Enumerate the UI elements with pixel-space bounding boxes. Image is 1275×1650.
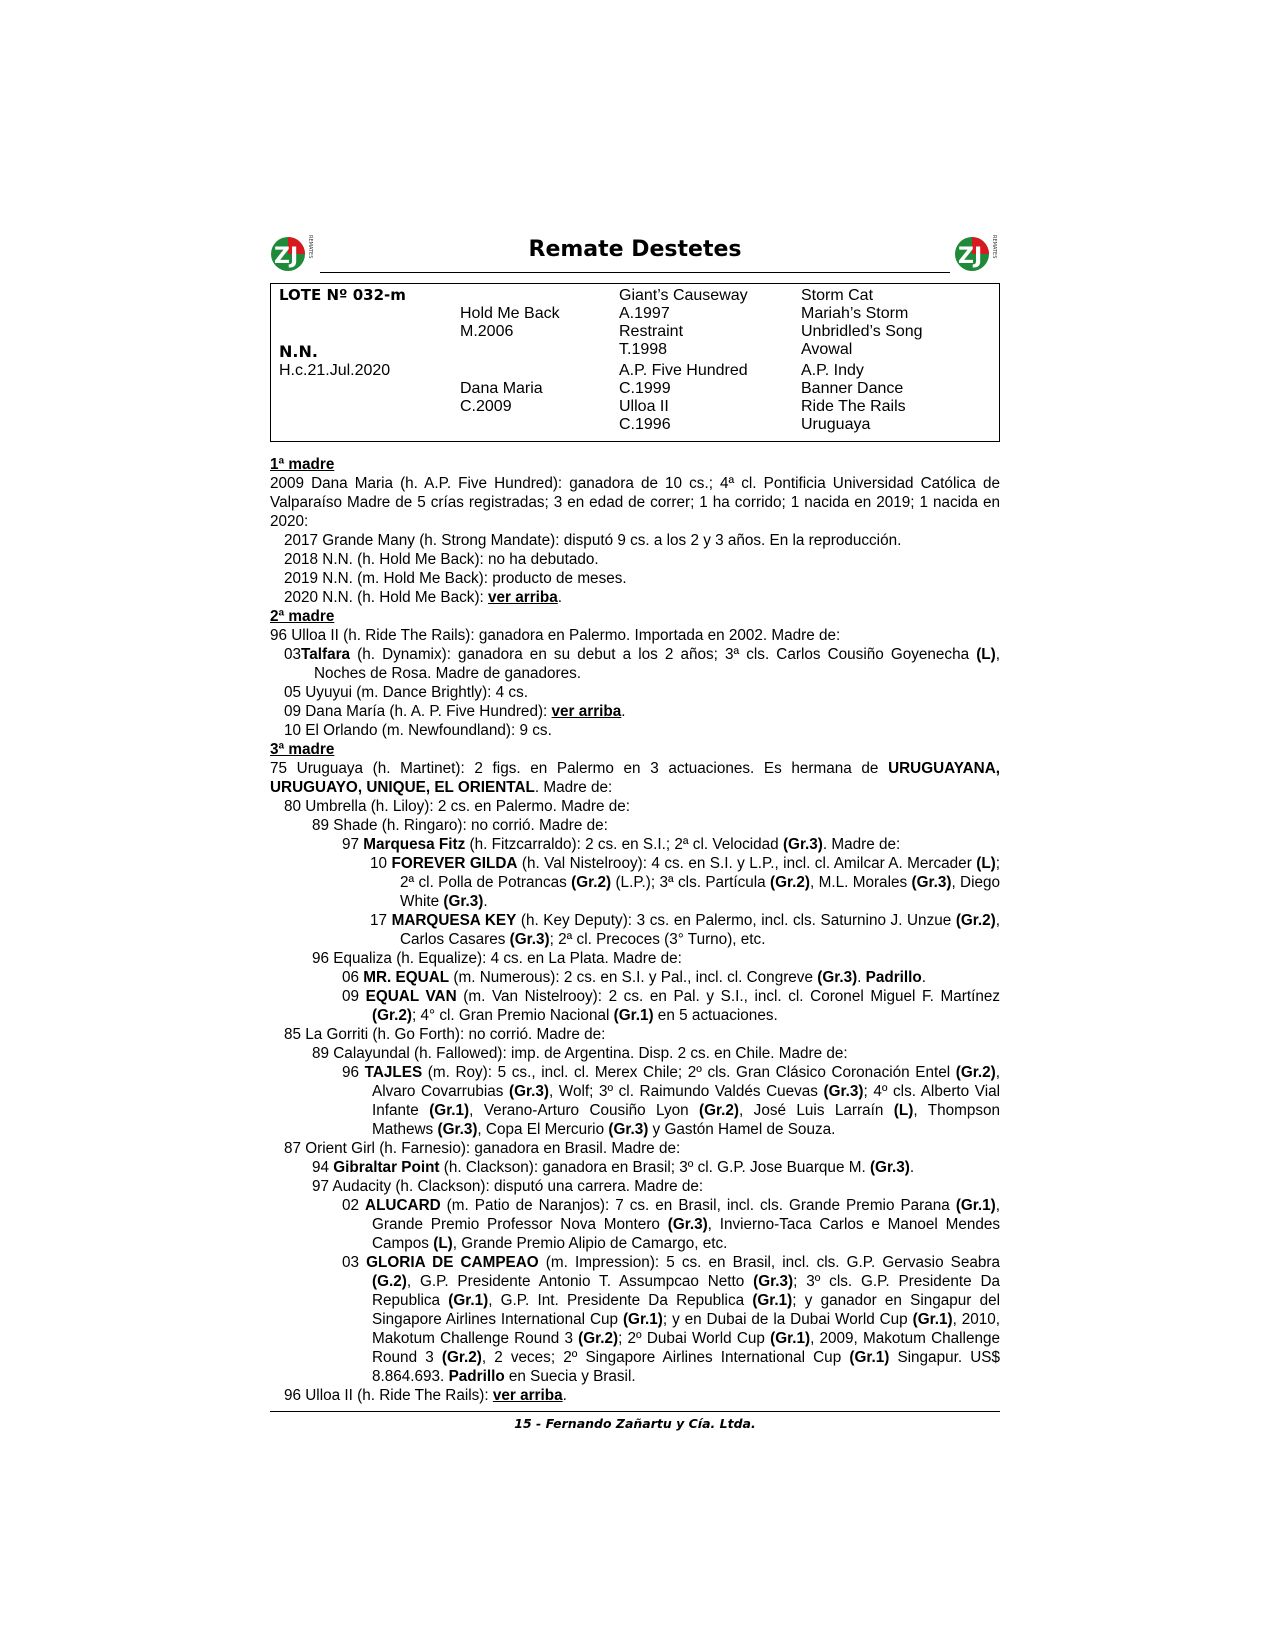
ancestor: A.P. Indy — [801, 362, 864, 379]
produce-line: 10 FOREVER GILDA (h. Val Nistelrooy): 4 cs. en S.I. y L.P., incl. cl. Amilcar A. Mercader (L); 2ª cl. Polla de Potrancas (Gr.2) (L.P.); 3ª cls. Partícula (Gr.2), M.L. Morales (Gr.3), Diego White (Gr.3). — [370, 855, 1001, 910]
produce-line: 2018 N.N. (h. Hold Me Back): no ha debutado. — [284, 551, 599, 568]
horse-name: N.N. — [279, 342, 318, 361]
svg-text:REMATES: REMATES — [307, 235, 313, 259]
third-dam-heading: 3ª madre — [270, 741, 335, 758]
granddam-year: T.1998 — [619, 341, 668, 358]
second-dam-heading: 2ª madre — [270, 608, 335, 625]
zj-remates-logo — [952, 229, 1002, 275]
produce-line: 17 MARQUESA KEY (h. Key Deputy): 3 cs. en Palermo, incl. cls. Saturnino J. Unzue (Gr.2), Carlos Casares (Gr.3); 2ª cl. Precoces (3° Turno), etc. — [370, 912, 1001, 948]
first-dam-heading: 1ª madre — [270, 456, 335, 473]
produce-line: 09 Dana María (h. A. P. Five Hundred): ver arriba. — [284, 703, 626, 720]
granddam: Restraint — [619, 323, 684, 340]
produce-line: 2019 N.N. (m. Hold Me Back): producto de meses. — [284, 570, 627, 587]
produce-line: 09 EQUAL VAN (m. Van Nistelrooy): 2 cs. en Pal. y S.I., incl. cl. Coronel Miguel F. Martínez (Gr.2); 4° cl. Gran Premio Nacional (Gr.1) en 5 actuaciones. — [342, 988, 1000, 1024]
produce-line: 96 Equaliza (h. Equalize): 4 cs. en La Plata. Madre de: — [312, 950, 682, 967]
header-rule — [320, 272, 950, 273]
produce-line: 87 Orient Girl (h. Farnesio): ganadora en Brasil. Madre de: — [284, 1140, 681, 1157]
pedigree-table — [270, 283, 1000, 442]
see-above-link: ver arriba — [488, 589, 558, 606]
produce-line: 2017 Grande Many (h. Strong Mandate): disputó 9 cs. a los 2 y 3 años. En la reproducción. — [284, 532, 902, 549]
grandsire-year: A.1997 — [619, 305, 670, 322]
page-title: Remate Destetes — [528, 237, 742, 262]
ancestor: Ride The Rails — [801, 398, 906, 415]
ancestor: Unbridled’s Song — [801, 323, 923, 340]
lot-number: LOTE Nº 032-m — [279, 286, 406, 304]
produce-line: 89 Calayundal (h. Fallowed): imp. de Argentina. Disp. 2 cs. en Chile. Madre de: — [312, 1045, 848, 1062]
produce-line: 97 Marquesa Fitz (h. Fitzcarraldo): 2 cs. en S.I.; 2ª cl. Velocidad (Gr.3). Madre de: — [342, 836, 901, 853]
header — [270, 225, 1000, 275]
ancestor: Mariah’s Storm — [801, 305, 909, 322]
produce-line: 03 GLORIA DE CAMPEAO (m. Impression): 5 cs. en Brasil, incl. cls. G.P. Gervasio Seabra (G.2), G.P. Presidente Antonio T. Assumpcao Netto (Gr.3); 3º cls. G.P. Presidente Da Republica (Gr.1), G.P. Int. Presidente Da Republica (Gr.1); y ganador en Singapur del Singapore Airlines International Cup (Gr.1); y en Dubai de la Dubai World Cup (Gr.1), 2010, Makotum Challenge Round 3 (Gr.2); 2º Dubai World Cup (Gr.1), 2009, Makotum Challenge Round 3 (Gr.2), 2 veces; 2º Singapore Airlines International Cup (Gr.1) Singapur. US$ 8.864.693. Padrillo en Suecia y Brasil. — [342, 1254, 1001, 1385]
second-dam-intro: 96 Ulloa II (h. Ride The Rails): ganadora en Palermo. Importada en 2002. Madre de: — [270, 627, 841, 644]
family-notes — [270, 455, 1000, 1405]
produce-line: 10 El Orlando (m. Newfoundland): 9 cs. — [284, 722, 552, 739]
produce-line: 89 Shade (h. Ringaro): no corrió. Madre de: — [312, 817, 608, 834]
page — [270, 225, 1000, 1431]
produce-line: 80 Umbrella (h. Liloy): 2 cs. en Palermo. Madre de: — [284, 798, 631, 815]
produce-line: 05 Uyuyui (m. Dance Brightly): 4 cs. — [284, 684, 528, 701]
svg-text:ZJ: ZJ — [958, 244, 983, 269]
ancestor: Storm Cat — [801, 287, 874, 304]
dam-year: C.2009 — [460, 398, 512, 415]
svg-text:ZJ: ZJ — [274, 244, 299, 269]
ancestor: Banner Dance — [801, 380, 904, 397]
page-footer: 15 - Fernando Zañartu y Cía. Ltda. — [270, 1411, 1000, 1431]
grandsire-year: C.1999 — [619, 380, 671, 397]
produce-line: 02 ALUCARD (m. Patio de Naranjos): 7 cs. en Brasil, incl. cls. Grande Premio Parana (Gr.1), Grande Premio Professor Nova Montero (Gr.3), Invierno-Taca Carlos e Manoel Mendes Campos (L), Grande Premio Alipio de Camargo, etc. — [342, 1197, 1001, 1252]
sire: Hold Me Back — [460, 305, 560, 322]
first-dam-intro: 2009 Dana Maria (h. A.P. Five Hundred): ganadora de 10 cs.; 4ª cl. Pontificia Universidad Católica de Valparaíso Madre de 5 crías registradas; 3 en edad de correr; 1 ha corrido; 1 nacida en 2019; 1 nacida en 2020: — [270, 475, 1000, 530]
third-dam-intro: 75 Uruguaya (h. Martinet): 2 figs. en Palermo en 3 actuaciones. Es hermana de URUGUAYANA, URUGUAYO, UNIQUE, EL ORIENTAL. Madre de: — [270, 760, 1000, 796]
produce-line: 03Talfara (h. Dynamix): ganadora en su debut a los 2 años; 3ª cls. Carlos Cousiño Goyenecha (L), Noches de Rosa. Madre de ganadores. — [284, 646, 1000, 682]
dam: Dana Maria — [460, 380, 543, 397]
produce-line: 85 La Gorriti (h. Go Forth): no corrió. Madre de: — [284, 1026, 606, 1043]
granddam-year: C.1996 — [619, 416, 671, 433]
produce-line: 96 TAJLES (m. Roy): 5 cs., incl. cl. Merex Chile; 2º cls. Gran Clásico Coronación Entel (Gr.2), Alvaro Covarrubias (Gr.3), Wolf; 3º cl. Raimundo Valdés Cuevas (Gr.3); 4º cls. Alberto Vial Infante (Gr.1), Verano-Arturo Cousiño Lyon (Gr.2), José Luis Larraín (L), Thompson Mathews (Gr.3), Copa El Mercurio (Gr.3) y Gastón Hamel de Souza. — [342, 1064, 1001, 1138]
produce-line: 94 Gibraltar Point (h. Clackson): ganadora en Brasil; 3º cl. G.P. Jose Buarque M. (Gr.3). — [312, 1159, 915, 1176]
see-above-link: ver arriba — [551, 703, 622, 720]
produce-line: 97 Audacity (h. Clackson): disputó una carrera. Madre de: — [312, 1178, 704, 1195]
svg-text:REMATES: REMATES — [991, 235, 997, 259]
sire-year: M.2006 — [460, 323, 514, 340]
birth-info: H.c.21.Jul.2020 — [279, 362, 391, 379]
produce-line: 2020 N.N. (h. Hold Me Back): ver arriba. — [284, 589, 563, 606]
grandsire: A.P. Five Hundred — [619, 362, 748, 379]
ancestor: Uruguaya — [801, 416, 871, 433]
ancestor: Avowal — [801, 341, 853, 358]
produce-line: 06 MR. EQUAL (m. Numerous): 2 cs. en S.I. y Pal., incl. cl. Congreve (Gr.3). Padrillo. — [342, 969, 927, 986]
see-above-link: ver arriba — [492, 1387, 563, 1404]
granddam: Ulloa II — [619, 398, 669, 415]
grandsire: Giant’s Causeway — [619, 287, 748, 304]
produce-line: 96 Ulloa II (h. Ride The Rails): ver arriba. — [284, 1387, 567, 1404]
